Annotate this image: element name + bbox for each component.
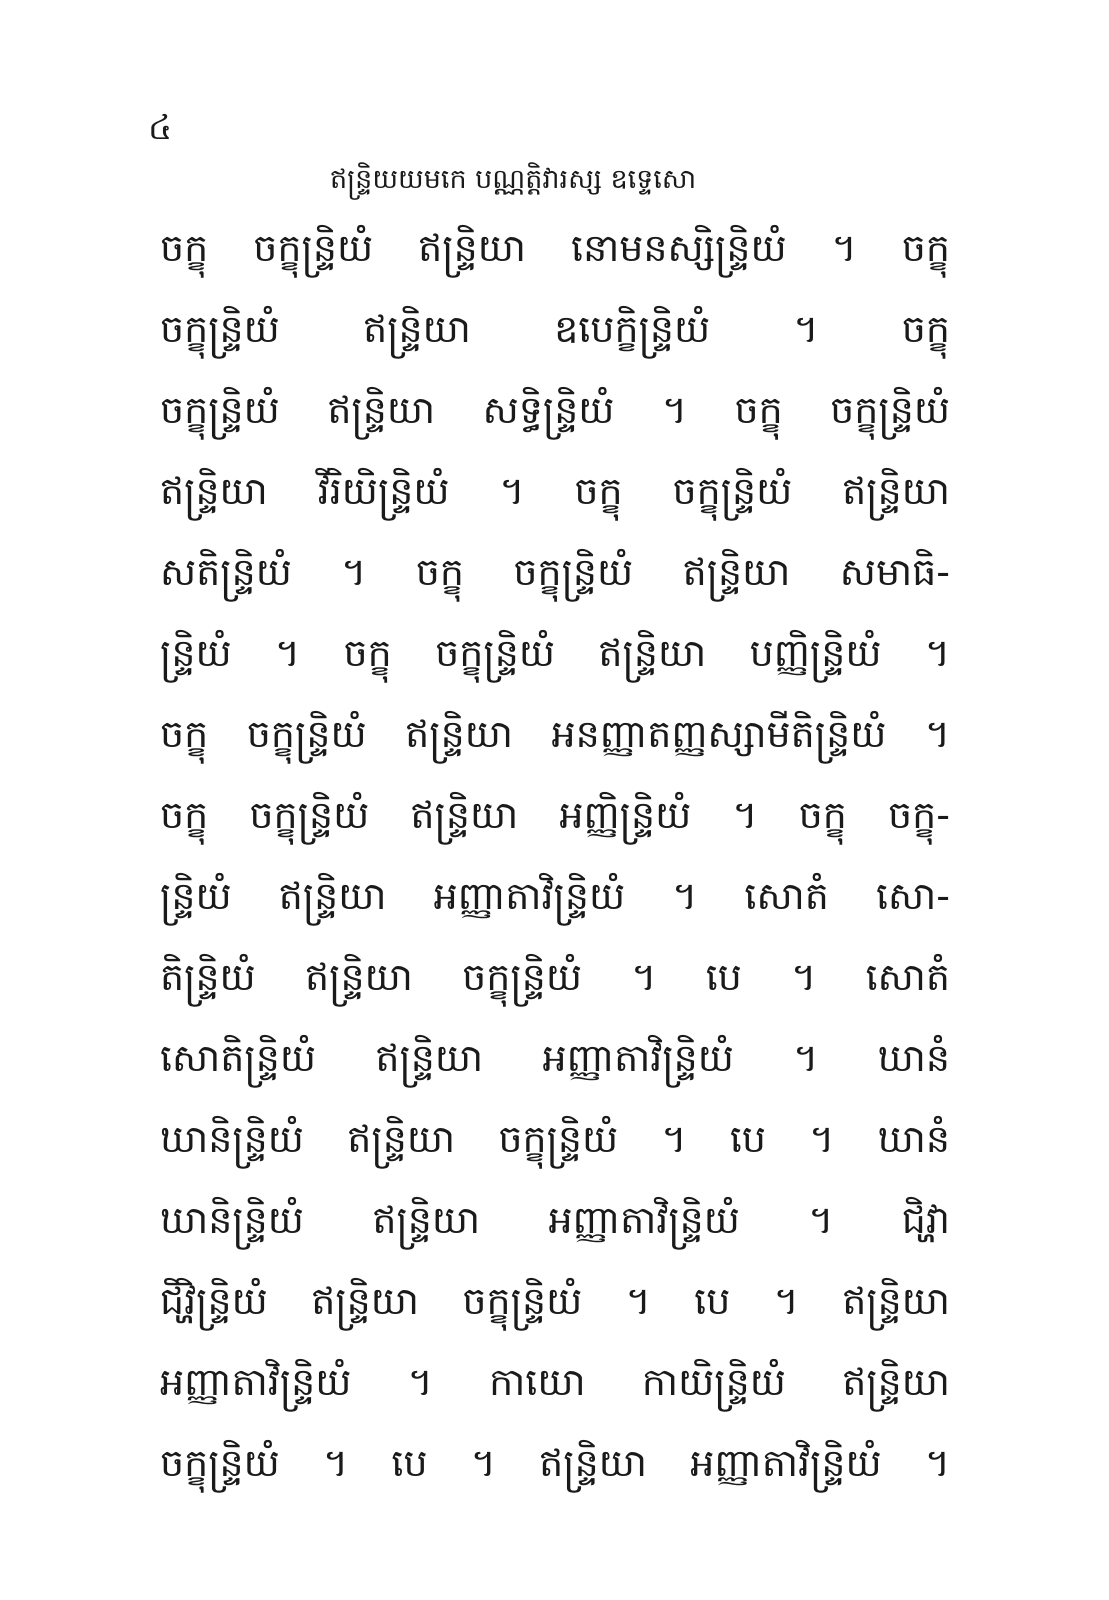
text-line: ចក្ខុន្ទ្រិយំ ។ បេ ។ ឥន្ទ្រិយា អញ្ញាតាវិន្ទ្រិយំ ។ bbox=[160, 1441, 950, 1485]
text-line: ចក្ខុ ចក្ខុន្ទ្រិយំ ឥន្ទ្រិយា អនញ្ញាតញ្ញស្សាមីតិន្ទ្រិយំ ។ bbox=[160, 712, 950, 756]
text-line: ចក្ខុន្ទ្រិយំ ឥន្ទ្រិយា សទ្ធិន្ទ្រិយំ ។ ចក្ខុ ចក្ខុន្ទ្រិយំ bbox=[160, 388, 950, 432]
text-line: សោតិន្ទ្រិយំ ឥន្ទ្រិយា អញ្ញាតាវិន្ទ្រិយំ ។ ឃានំ bbox=[160, 1036, 950, 1080]
section-heading: ឥន្ទ្រិយយមកេ បណ្ណត្តិវារស្ស ឧទ្ទេសោ bbox=[330, 164, 697, 195]
text-line: សតិន្ទ្រិយំ ។ ចក្ខុ ចក្ខុន្ទ្រិយំ ឥន្ទ្រិយា សមាធិ- bbox=[160, 550, 950, 594]
text-line: ចក្ខុន្ទ្រិយំ ឥន្ទ្រិយា ឧបេក្ខិន្ទ្រិយំ ។ ចក្ខុ bbox=[160, 307, 950, 351]
text-line: ឥន្ទ្រិយា វីរិយិន្ទ្រិយំ ។ ចក្ខុ ចក្ខុន្ទ្រិយំ ឥន្ទ្រិយា bbox=[160, 469, 950, 513]
text-line: ន្ទ្រិយំ ។ ចក្ខុ ចក្ខុន្ទ្រិយំ ឥន្ទ្រិយា បញ្ញិន្ទ្រិយំ ។ bbox=[160, 631, 950, 675]
text-line: អញ្ញាតាវិន្ទ្រិយំ ។ កាយោ កាយិន្ទ្រិយំ ឥន្ទ្រិយា bbox=[160, 1360, 950, 1404]
text-line: ឃានិន្ទ្រិយំ ឥន្ទ្រិយា ចក្ខុន្ទ្រិយំ ។ បេ ។ ឃានំ bbox=[160, 1117, 950, 1161]
text-line: ជិវ្ហិន្ទ្រិយំ ឥន្ទ្រិយា ចក្ខុន្ទ្រិយំ ។ បេ ។ ឥន្ទ្រិយា bbox=[160, 1279, 950, 1323]
text-line: ចក្ខុ ចក្ខុន្ទ្រិយំ ឥន្ទ្រិយា នោមនស្សិន្ទ្រិយំ ។ ចក្ខុ bbox=[160, 226, 950, 270]
text-line: ឃានិន្ទ្រិយំ ឥន្ទ្រិយា អញ្ញាតាវិន្ទ្រិយំ ។ ជិវ្ហា bbox=[160, 1198, 950, 1242]
text-line: ន្ទ្រិយំ ឥន្ទ្រិយា អញ្ញាតាវិន្ទ្រិយំ ។ សោតំ សោ- bbox=[160, 874, 950, 918]
body-text bbox=[160, 218, 950, 1514]
page-number: ៤ bbox=[148, 108, 173, 148]
text-line: តិន្ទ្រិយំ ឥន្ទ្រិយា ចក្ខុន្ទ្រិយំ ។ បេ ។ សោតំ bbox=[160, 955, 950, 999]
text-line: ចក្ខុ ចក្ខុន្ទ្រិយំ ឥន្ទ្រិយា អញ្ញិន្ទ្រិយំ ។ ចក្ខុ ចក្ខុ- bbox=[160, 793, 950, 837]
